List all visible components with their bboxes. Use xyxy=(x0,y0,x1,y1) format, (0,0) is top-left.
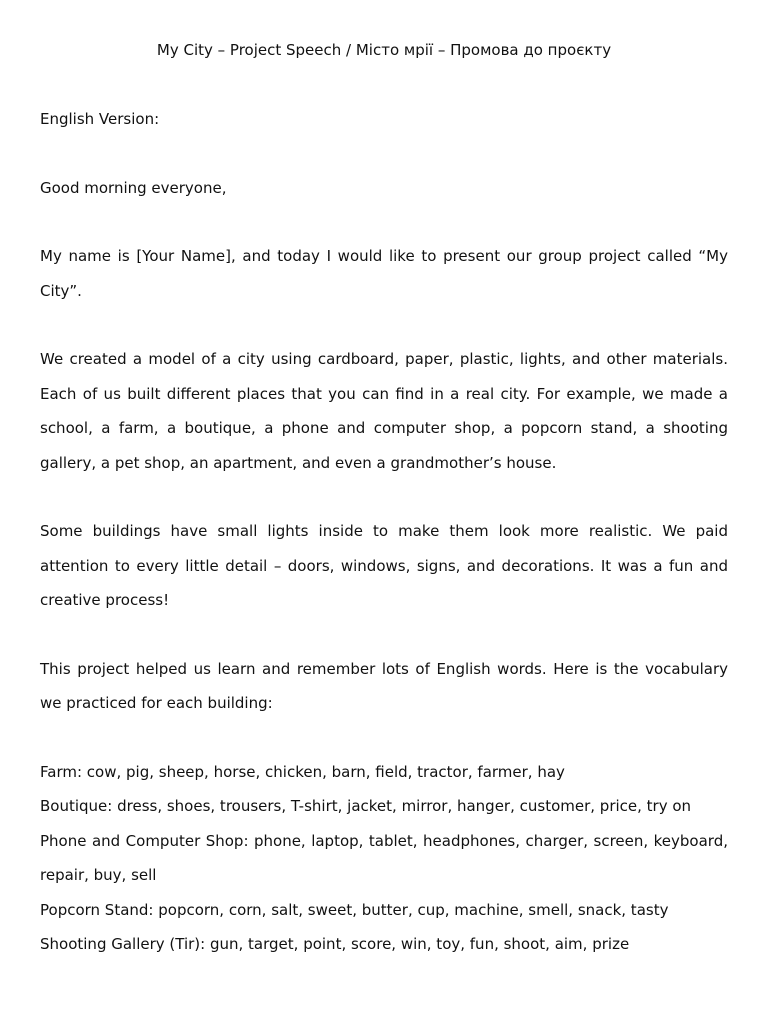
intro-paragraph: My name is [Your Name], and today I would like to present our group project called “My City”. xyxy=(40,247,728,300)
vocabulary-item-popcorn-stand: Popcorn Stand: popcorn, corn, salt, sweet, butter, cup, machine, smell, snack, tasty xyxy=(40,900,669,919)
lights-detail-paragraph: Some buildings have small lights inside to make them look more realistic. We paid attention to every little detail – doors, windows, signs, and decorations. It was a fun and creative process! xyxy=(40,522,728,609)
vocabulary-item-farm: Farm: cow, pig, sheep, horse, chicken, barn, field, tractor, farmer, hay xyxy=(40,762,565,781)
vocabulary-item-phone-computer-shop: Phone and Computer Shop: phone, laptop, tablet, headphones, charger, screen, keyboard, repair, buy, sell xyxy=(40,831,728,884)
greeting-paragraph: Good morning everyone, xyxy=(40,178,227,197)
document-title: My City – Project Speech / Місто мрії – Промова до проєкту xyxy=(156,41,612,59)
vocabulary-intro-paragraph: This project helped us learn and remember lots of English words. Here is the vocabulary we practiced for each building: xyxy=(40,659,728,712)
vocabulary-list xyxy=(40,755,728,962)
vocabulary-item-shooting-gallery: Shooting Gallery (Tir): gun, target, point, score, win, toy, fun, shoot, aim, prize xyxy=(40,935,630,953)
version-label: English Version: xyxy=(40,110,160,128)
vocabulary-item-boutique: Boutique: dress, shoes, trousers, T-shirt, jacket, mirror, hanger, customer, price, try on xyxy=(40,797,692,815)
city-model-paragraph: We created a model of a city using cardboard, paper, plastic, lights, and other materials. Each of us built different places that you can find in a real city. For example, we made a school, a farm, a boutique, a phone and computer shop, a popcorn stand, a shooting gallery, a pet shop, an apartment, and even a grandmother’s house. xyxy=(40,350,728,472)
